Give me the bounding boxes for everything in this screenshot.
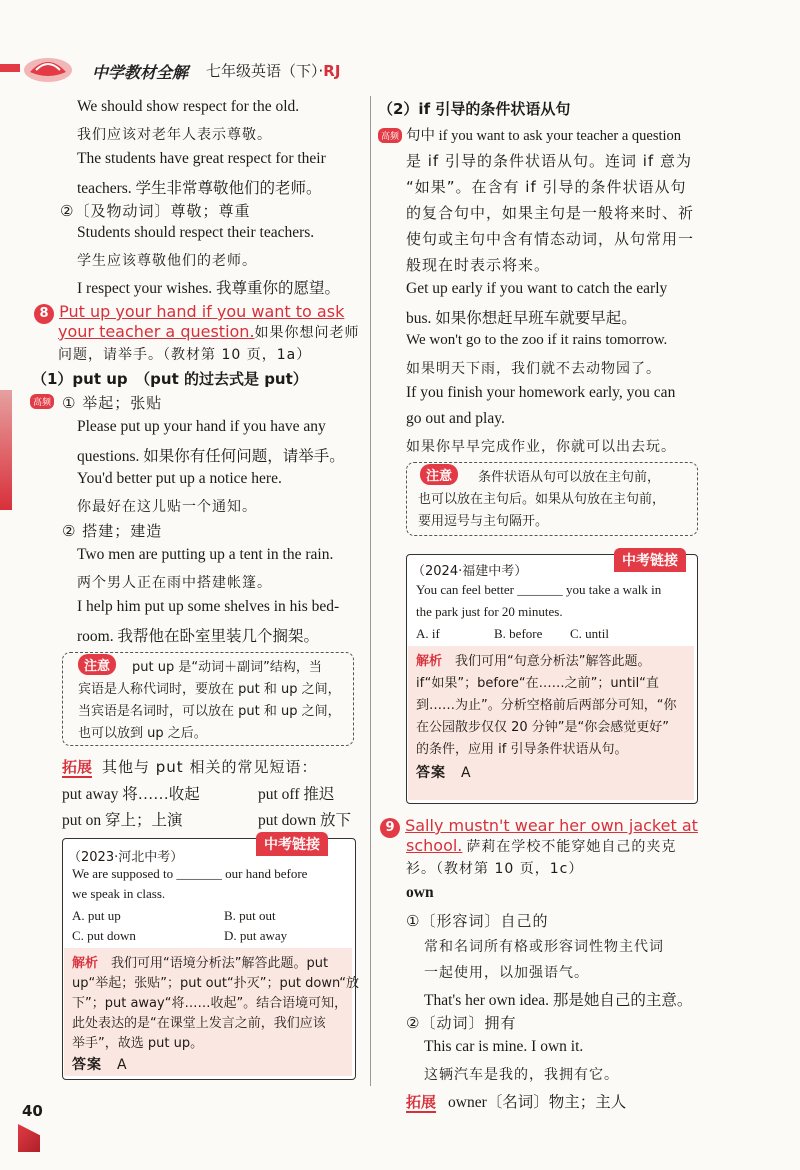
analysis-text: 到……为止”。分析空格前后两部分可知，“你 xyxy=(416,698,677,713)
analysis-text: 举手”，故选 put up。 xyxy=(72,1036,204,1051)
word-heading: own xyxy=(406,884,434,901)
analysis-text: 在公园散步仅仅 20 分钟”是“你会感觉更好” xyxy=(416,720,670,735)
answer: 答案 A xyxy=(416,765,472,781)
option-a: A. put up xyxy=(72,908,121,923)
exam-question: You can feel better _______ you take a walk in xyxy=(416,582,662,597)
example-en: Students should respect their teachers. xyxy=(77,224,315,241)
example-en: This car is mine. I own it. xyxy=(424,1038,584,1055)
phrase: put down 放下 xyxy=(258,812,352,829)
example-en: Two men are putting up a tent in the rain. xyxy=(77,546,334,563)
note-text: 要用逗号与主句隔开。 xyxy=(418,514,549,529)
section-number: 8 xyxy=(34,304,54,324)
sense-heading: ②〔及物动词〕尊敬；尊重 xyxy=(60,202,251,220)
sense-heading: ①〔形容词〕自己的 xyxy=(406,912,549,930)
book-logo-icon xyxy=(22,50,74,84)
section-8-source: 问题，请举手。（教材第 10 页，1a） xyxy=(58,347,312,363)
analysis-text: 的条件，应用 if 引导条件状语从句。 xyxy=(416,742,628,757)
phrase: put away 将……收起 xyxy=(62,786,200,803)
section-8-line2: your teacher a question.如果你想问老师 xyxy=(58,322,360,341)
exam-question: We are supposed to _______ our hand before xyxy=(72,866,308,881)
note-text: put up 是“动词＋副词”结构，当 xyxy=(132,660,322,675)
header-accent-bar xyxy=(0,64,20,72)
option-b: B. put out xyxy=(224,908,276,923)
example-en: You'd better put up a notice here. xyxy=(77,470,282,487)
analysis-text: 下”；put away“将……收起”。结合语境可知， xyxy=(72,996,348,1011)
frequency-badge: 高频 xyxy=(378,124,402,143)
corner-decoration xyxy=(18,1124,40,1152)
example-en: We won't go to the zoo if it rains tomorrow. xyxy=(406,332,668,348)
example-cn: 学生应该尊敬他们的老师。 xyxy=(77,253,257,269)
example-cn: 如果你早早完成作业，你就可以出去玩。 xyxy=(406,439,676,455)
option-a: A. if xyxy=(416,626,440,641)
extension-heading: 拓展 owner〔名词〕物主；主人 xyxy=(406,1093,627,1111)
sense-heading: ① 举起；张贴 xyxy=(62,394,163,412)
section-number: 9 xyxy=(380,818,400,838)
answer: 答案 A xyxy=(72,1057,128,1073)
analysis-text: 解析 我们可用“句意分析法”解答此题。 xyxy=(416,654,651,669)
body-text: “如果”。在含有 if 引导的条件状语从句 xyxy=(406,178,687,196)
option-b: B. before xyxy=(494,626,543,641)
section-9-line2: school. 萨莉在学校不能穿她自己的夹克 xyxy=(406,836,677,855)
extension-heading: 拓展 其他与 put 相关的常见短语： xyxy=(62,758,318,776)
book-subtitle: 七年级英语（下）·RJ xyxy=(206,62,341,80)
body-text: 使句或主句中含有情态动词，从句常用一 xyxy=(406,230,695,248)
side-tab-marker xyxy=(0,390,12,510)
note-badge: 注意 xyxy=(78,654,116,675)
example-cn: 两个男人正在雨中搭建帐篷。 xyxy=(77,575,272,591)
exam-source: （2023·河北中考） xyxy=(68,850,184,865)
analysis-text: 解析 我们可用“语境分析法”解答此题。put xyxy=(72,956,329,971)
frequency-badge: 高频 xyxy=(30,390,54,409)
body-text: 的复合句中，如果主句是一般将来时、祈 xyxy=(406,204,695,222)
subsection-title: （2）if 引导的条件状语从句 xyxy=(378,100,571,118)
example-en: I help him put up some shelves in his bed- xyxy=(77,598,340,615)
note-text: 条件状语从句可以放在主句前， xyxy=(478,470,661,485)
phrase: put on 穿上；上演 xyxy=(62,812,183,829)
example-en: Get up early if you want to catch the early xyxy=(406,280,668,297)
page-number: 40 xyxy=(22,1102,43,1120)
body-text: 一起使用，以加强语气。 xyxy=(424,965,589,981)
note-text: 当宾语是名词时，可以放在 put 和 up 之间， xyxy=(78,704,341,719)
example-en: room. 我帮他在卧室里装几个搁架。 xyxy=(77,628,319,645)
section-sentence: Sally mustn't wear her own jacket at xyxy=(405,816,698,835)
example-en: If you finish your homework early, you can xyxy=(406,384,676,401)
example-en: teachers. 学生非常尊敬他们的老师。 xyxy=(77,180,322,197)
body-text: 是 if 引导的条件状语从句。连词 if 意为 xyxy=(406,152,692,170)
example-en: I respect your wishes. 我尊重你的愿望。 xyxy=(77,280,341,297)
exam-link-tab: 中考链接 xyxy=(614,548,686,572)
analysis-text: up“举起；张贴”；put out“扑灭”；put down“放 xyxy=(72,976,360,991)
analysis-text: if“如果”；before“在……之前”；until“直 xyxy=(416,676,659,691)
note-text: 宾语是人称代词时，要放在 put 和 up 之间， xyxy=(78,682,341,697)
section-8-heading xyxy=(34,302,344,324)
exam-question: the park just for 20 minutes. xyxy=(416,604,563,619)
example-en: The students have great respect for their xyxy=(77,150,326,167)
book-title: 中学教材全解 xyxy=(92,63,189,82)
example-en: questions. 如果你有任何问题，请举手。 xyxy=(77,448,345,465)
example-en: We should show respect for the old. xyxy=(77,98,300,115)
section-sentence: Put up your hand if you want to ask xyxy=(59,302,345,321)
option-d: D. put away xyxy=(224,928,288,943)
section-9-heading xyxy=(380,816,698,838)
example-en: bus. 如果你想赶早班车就要早起。 xyxy=(406,310,637,327)
option-c: C. until xyxy=(570,626,610,641)
body-text: 般现在时表示将来。 xyxy=(406,256,551,274)
section-9-source: 衫。（教材第 10 页，1c） xyxy=(406,861,584,877)
example-en: Please put up your hand if you have any xyxy=(77,418,326,435)
note-text: 也可以放在主句后。如果从句放在主句前， xyxy=(418,492,666,507)
exam-question: we speak in class. xyxy=(72,886,166,901)
exam-source: （2024·福建中考） xyxy=(412,564,528,579)
body-text: 句中 if you want to ask your teacher a question xyxy=(406,128,682,144)
analysis-text: 此处表达的是“在课堂上发言之前，我们应该 xyxy=(72,1016,326,1031)
subsection-title: （1）put up （put 的过去式是 put） xyxy=(32,370,308,388)
example-cn: 我们应该对老年人表示尊敬。 xyxy=(77,127,272,143)
note-badge: 注意 xyxy=(420,464,458,485)
exam-link-tab: 中考链接 xyxy=(256,832,328,856)
body-text: 常和名词所有格或形容词性物主代词 xyxy=(424,939,664,955)
note-text: 也可以放到 up 之后。 xyxy=(78,726,207,741)
sense-heading: ②〔动词〕拥有 xyxy=(406,1014,517,1032)
example-en: go out and play. xyxy=(406,410,505,427)
phrase: put off 推迟 xyxy=(258,786,335,803)
example-cn: 如果明天下雨，我们就不去动物园了。 xyxy=(406,361,661,377)
example-en: That's her own idea. 那是她自己的主意。 xyxy=(424,992,693,1009)
example-cn: 这辆汽车是我的，我拥有它。 xyxy=(424,1067,619,1083)
column-divider xyxy=(370,96,371,1086)
option-c: C. put down xyxy=(72,928,136,943)
example-cn: 你最好在这儿贴一个通知。 xyxy=(77,499,257,515)
sense-heading: ② 搭建；建造 xyxy=(62,522,163,540)
